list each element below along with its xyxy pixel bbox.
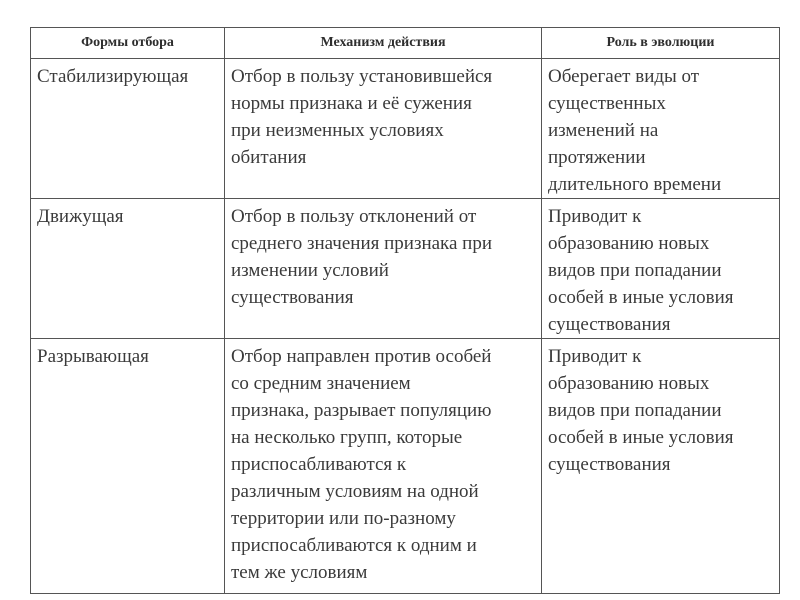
table-row	[31, 59, 780, 199]
role-line: образованию новых	[548, 233, 710, 254]
mechanism-cell	[225, 59, 542, 199]
role-line: видов при попадании	[548, 400, 722, 421]
selection-forms-table	[30, 27, 780, 594]
form-cell: Стабилизирующая	[31, 59, 225, 199]
role-cell	[542, 199, 780, 339]
header-forms: Формы отбора	[31, 28, 225, 59]
role-line: Приводит к	[548, 206, 642, 227]
mechanism-line: Отбор в пользу отклонений от	[231, 206, 477, 227]
role-line: существования	[548, 314, 671, 335]
role-cell	[542, 59, 780, 199]
mechanism-line: приспосабливаются к одним и	[231, 535, 477, 556]
role-line: существенных	[548, 93, 666, 114]
mechanism-line: на несколько групп, которые	[231, 427, 463, 448]
mechanism-line: признака, разрывает популяцию	[231, 400, 492, 421]
mechanism-cell	[225, 339, 542, 594]
mechanism-line: нормы признака и её сужения	[231, 93, 472, 114]
role-line: Оберегает виды от	[548, 66, 700, 87]
role-line: особей в иные условия	[548, 427, 734, 448]
mechanism-line: изменении условий	[231, 260, 389, 281]
mechanism-line: различным условиям на одной	[231, 481, 479, 502]
role-line: Приводит к	[548, 346, 642, 367]
mechanism-line: среднего значения признака при	[231, 233, 493, 254]
role-line: протяжении	[548, 147, 646, 168]
role-line: длительного времени	[548, 174, 722, 195]
mechanism-line: Отбор направлен против особей	[231, 346, 492, 367]
role-cell	[542, 339, 780, 594]
mechanism-line: приспосабливаются к	[231, 454, 407, 475]
mechanism-line: тем же условиям	[231, 562, 368, 583]
role-line: видов при попадании	[548, 260, 722, 281]
mechanism-line: со средним значением	[231, 373, 411, 394]
mechanism-line: Отбор в пользу установившейся	[231, 66, 493, 87]
form-cell: Движущая	[31, 199, 225, 339]
mechanism-line: территории или по-разному	[231, 508, 456, 529]
role-line: образованию новых	[548, 373, 710, 394]
table-header-row	[31, 28, 780, 59]
header-mechanism: Механизм действия	[225, 28, 542, 59]
header-role: Роль в эволюции	[542, 28, 780, 59]
role-line: существования	[548, 454, 671, 475]
table-row	[31, 339, 780, 594]
mechanism-line: при неизменных условиях	[231, 120, 444, 141]
mechanism-line: обитания	[231, 147, 307, 168]
table-row	[31, 199, 780, 339]
role-line: изменений на	[548, 120, 659, 141]
form-cell: Разрывающая	[31, 339, 225, 594]
role-line: особей в иные условия	[548, 287, 734, 308]
mechanism-cell	[225, 199, 542, 339]
selection-forms-table-container	[30, 27, 779, 582]
mechanism-line: существования	[231, 287, 354, 308]
